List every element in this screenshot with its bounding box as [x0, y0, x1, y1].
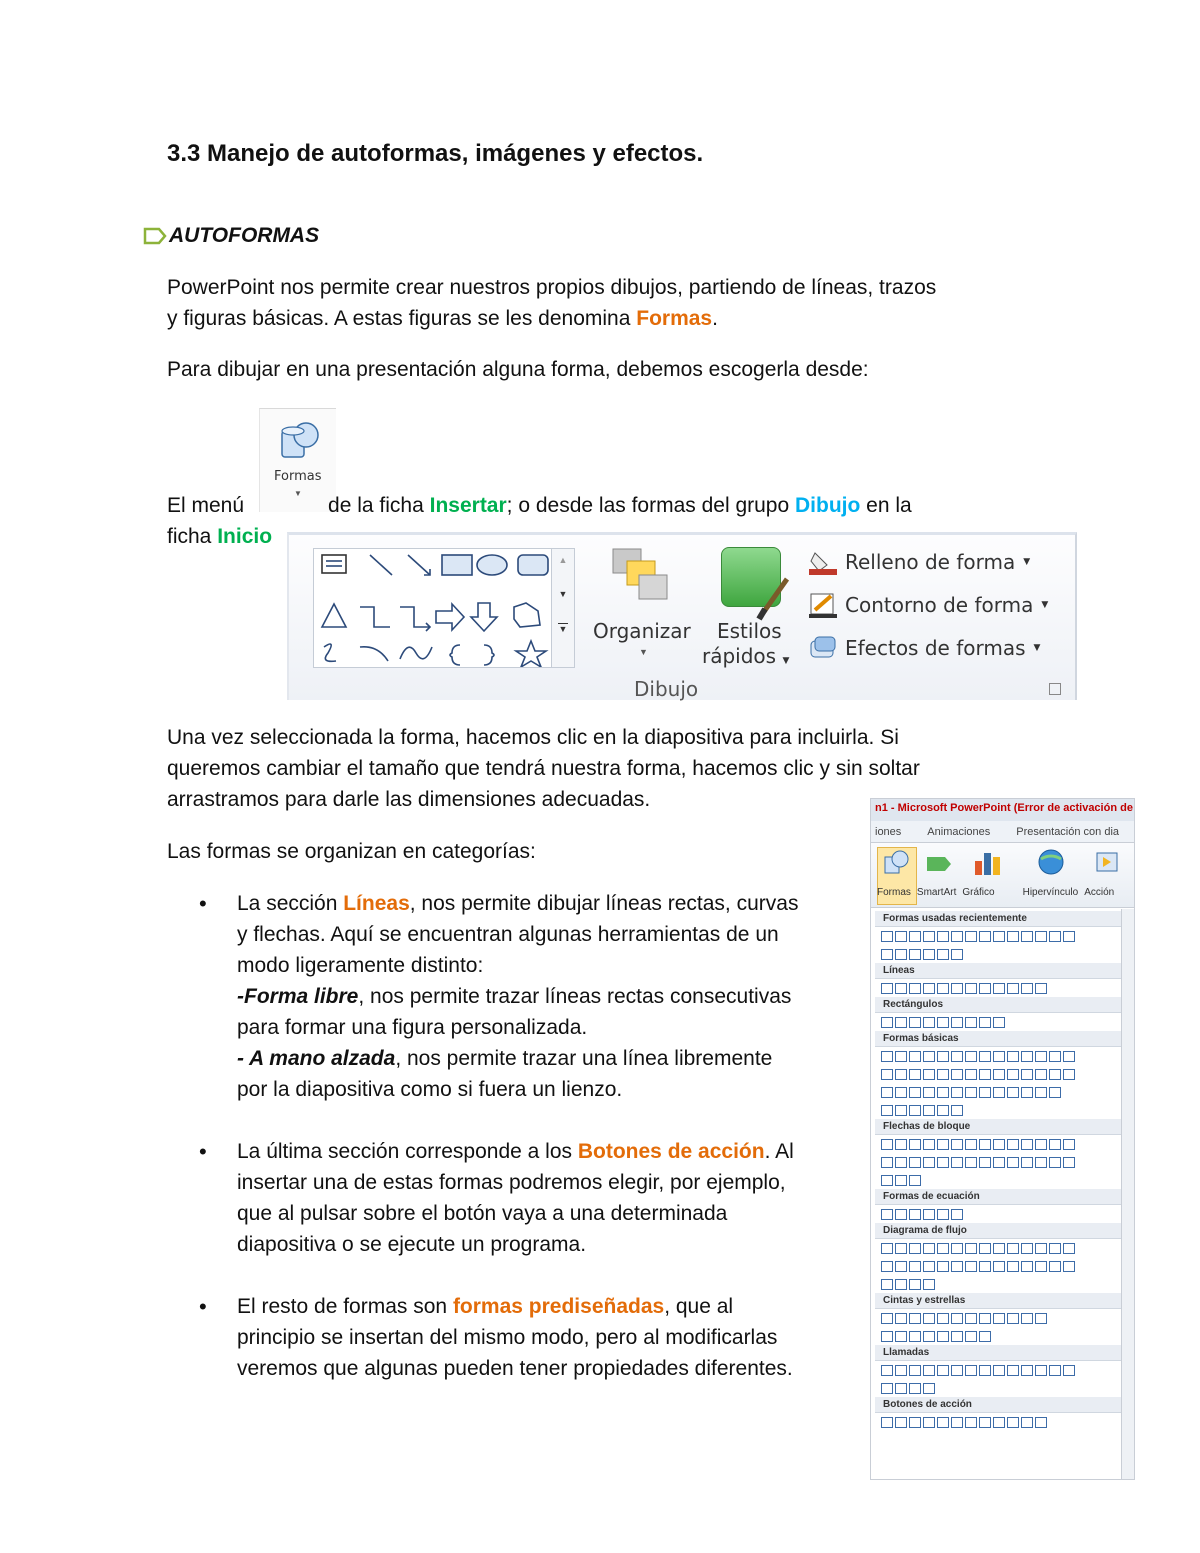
ppt-formas-label[interactable]: Formas — [877, 887, 911, 898]
shapes-icon — [883, 849, 909, 875]
ppt-category-header: Rectángulos — [875, 997, 1121, 1013]
arrange-icon — [607, 545, 677, 605]
shape-row[interactable] — [875, 1257, 1121, 1275]
ppt-category-header: Cintas y estrellas — [875, 1293, 1121, 1309]
categories-list — [167, 888, 867, 1384]
ppt-shapes-menu — [870, 798, 1135, 1480]
list-item: • La última sección corresponde a los Botones de acción. Al insertar una de estas formas podremos elegir, por ejemplo, que al pulsar sobre el botón vaya a una determinada diapositiva o se ejecute un programa. — [167, 1136, 867, 1260]
ppt-category-header: Formas usadas recientemente — [875, 911, 1121, 927]
ppt-category-header: Líneas — [875, 963, 1121, 979]
ppt-shape-categories — [875, 911, 1121, 1431]
section-heading-text: AUTOFORMAS — [169, 224, 320, 247]
ppt-tabs — [871, 821, 1134, 843]
gallery-scrollbar[interactable] — [551, 549, 574, 667]
organizar-button[interactable]: Organizar — [593, 619, 691, 643]
ppt-grafico-label[interactable]: Gráfico — [962, 887, 995, 898]
shape-row[interactable] — [875, 1101, 1121, 1119]
brush-icon — [755, 575, 795, 625]
shape-row[interactable] — [875, 945, 1121, 963]
group-label-dibujo: Dibujo — [634, 677, 699, 701]
paragraph-choose: Para dibujar en una presentación alguna forma, debemos escogerla desde: — [167, 358, 869, 381]
hyperlink-globe-icon — [1036, 847, 1066, 877]
shape-fill-button[interactable]: Relleno de forma ▼ — [809, 549, 1030, 575]
shape-row[interactable] — [875, 1153, 1121, 1171]
page-title: 3.3 Manejo de autoformas, imágenes y efectos. — [167, 140, 704, 167]
effects-icon — [809, 635, 837, 661]
shapes-gallery[interactable] — [313, 548, 575, 668]
ppt-tab[interactable]: Presentación con dia — [1016, 826, 1120, 838]
paragraph-menu-line2: ficha Inicio — [167, 525, 273, 548]
ppt-insert-labels — [877, 887, 1114, 898]
estilos-label-2[interactable]: rápidos ▼ — [702, 644, 790, 668]
scroll-down-icon[interactable]: ▼ — [558, 589, 568, 599]
shape-row[interactable] — [875, 1413, 1121, 1431]
gallery-more-icon[interactable]: ▼ — [558, 624, 568, 634]
ppt-smartart-label[interactable]: SmartArt — [916, 887, 957, 898]
paragraph-menu-line1: El menú de la ficha Insertar; o desde las formas del grupo Dibujo en la — [167, 494, 912, 517]
pencil-icon — [809, 592, 837, 618]
shape-row[interactable] — [875, 1239, 1121, 1257]
intro-paragraph: PowerPoint nos permite crear nuestros propios dibujos, partiendo de líneas, trazos y figuras básicas. A estas figuras se les denomina Formas. — [167, 276, 937, 330]
ppt-category-header: Botones de acción — [875, 1397, 1121, 1413]
shape-outline-button[interactable]: Contorno de forma ▼ — [809, 592, 1048, 618]
section-heading — [143, 224, 319, 248]
shape-row[interactable] — [875, 1047, 1121, 1065]
shape-row[interactable] — [875, 1065, 1121, 1083]
ppt-hipervinculo-label[interactable]: Hipervínculo — [1022, 887, 1079, 898]
ppt-category-header: Formas de ecuación — [875, 1189, 1121, 1205]
ppt-category-header: Formas básicas — [875, 1031, 1121, 1047]
shape-row[interactable] — [875, 1205, 1121, 1223]
arrow-bullet-icon — [143, 227, 167, 245]
shape-row[interactable] — [875, 1327, 1121, 1345]
scroll-up-icon[interactable]: ▲ — [558, 555, 568, 565]
shape-effects-button[interactable]: Efectos de formas ▼ — [809, 635, 1040, 661]
ppt-category-header: Llamadas — [875, 1345, 1121, 1361]
smartart-icon — [925, 851, 955, 877]
ppt-category-header: Diagrama de flujo — [875, 1223, 1121, 1239]
action-icon — [1093, 847, 1123, 877]
chart-icon — [973, 847, 1003, 877]
ribbon-dibujo-group — [287, 532, 1077, 700]
ppt-accion-label[interactable]: Acción — [1084, 887, 1115, 898]
formas-button-label: Formas — [274, 469, 322, 484]
shape-row[interactable] — [875, 1379, 1121, 1397]
list-item: • La sección Líneas, nos permite dibujar líneas rectas, curvas y flechas. Aquí se encuentran algunas herramientas de un modo ligeramente distinto: -Forma libre, nos permite trazar líneas rectas consecutivas para formar una figura personalizada. - A mano alzada, nos permite trazar una línea libremente por la diapositiva como si fuera un lienzo. — [167, 888, 867, 1105]
paragraph-click: Una vez seleccionada la forma, hacemos clic en la diapositiva para incluirla. Si queremos cambiar el tamaño que tendrá nuestra forma, hacemos clic y sin soltar arrastramos para darle las dimensiones adecuadas. — [167, 726, 920, 811]
estilos-label-1[interactable]: Estilos — [717, 619, 782, 643]
shape-row[interactable] — [875, 1171, 1121, 1189]
ppt-category-header: Flechas de bloque — [875, 1119, 1121, 1135]
ppt-menu-scrollbar[interactable] — [1121, 909, 1134, 1479]
shape-row[interactable] — [875, 1083, 1121, 1101]
ppt-insert-ribbon — [871, 843, 1134, 908]
ppt-titlebar: n1 - Microsoft PowerPoint (Error de activación de — [871, 799, 1134, 821]
shape-row[interactable] — [875, 1361, 1121, 1379]
dialog-launcher-icon[interactable] — [1049, 683, 1061, 695]
shape-row[interactable] — [875, 1013, 1121, 1031]
shape-row[interactable] — [875, 1135, 1121, 1153]
list-item: • El resto de formas son formas prediseñadas, que al principio se insertan del mismo modo, pero al modificarlas veremos que algunas pueden tener propiedades diferentes. — [167, 1291, 867, 1384]
ppt-tab[interactable]: iones — [875, 826, 902, 838]
shape-row[interactable] — [875, 927, 1121, 945]
shape-row[interactable] — [875, 1309, 1121, 1327]
shape-row[interactable] — [875, 979, 1121, 997]
paint-bucket-icon — [809, 549, 837, 575]
shape-row[interactable] — [875, 1275, 1121, 1293]
paragraph-categories: Las formas se organizan en categorías: — [167, 840, 536, 863]
ppt-tab[interactable]: Animaciones — [927, 826, 991, 838]
dropdown-arrow-icon: ▼ — [294, 489, 302, 498]
organizar-dropdown-icon: ▼ — [639, 647, 648, 657]
shapes-gallery-icons — [314, 549, 574, 667]
shapes-icon — [278, 419, 322, 463]
